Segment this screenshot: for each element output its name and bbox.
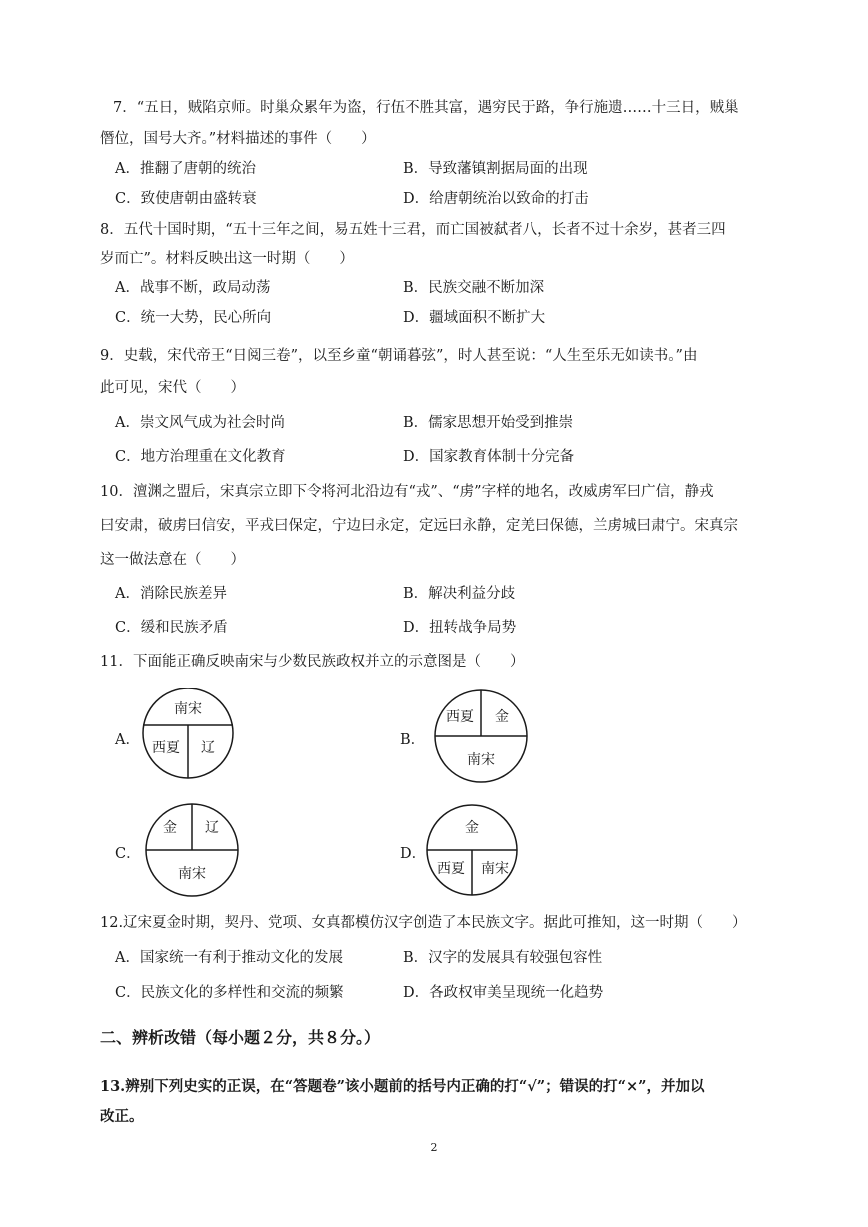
q13-stem-line1: 13.辨别下列史实的正误，在“答题卷”该小题前的括号内正确的打“√”；错误的打“×”，并加以 bbox=[100, 1078, 705, 1095]
diagram-c-left-label: 金 bbox=[163, 820, 177, 836]
q10-stem-line3: 这一做法意在（ ） bbox=[100, 552, 245, 568]
q11-option-b-label: B． bbox=[400, 732, 426, 748]
q11-diagram-c bbox=[142, 802, 244, 902]
diagram-d-top-label: 金 bbox=[465, 820, 479, 836]
q7-stem-line2: 僭位，国号大齐。”材料描述的事件（ ） bbox=[100, 131, 376, 147]
q8-option-d: D．疆域面积不断扩大 bbox=[403, 310, 546, 326]
q12-option-d: D．各政权审美呈现统一化趋势 bbox=[403, 985, 604, 1001]
q13-stem-line2: 改正。 bbox=[100, 1108, 144, 1125]
q10-option-c: C．缓和民族矛盾 bbox=[115, 620, 228, 636]
q10-option-d: D．扭转战争局势 bbox=[403, 620, 517, 636]
diagram-a-left-label: 西夏 bbox=[152, 740, 180, 756]
diagram-b-bottom-label: 南宋 bbox=[467, 752, 495, 768]
q9-option-c: C．地方治理重在文化教育 bbox=[115, 449, 286, 465]
q11-diagram-d bbox=[425, 804, 521, 900]
q10-stem-line1: 10．澶渊之盟后，宋真宗立即下令将河北沿边有“戎”、“虏”字样的地名，改威虏军曰广信，静戎 bbox=[100, 484, 714, 500]
q12-stem-line1: 12.辽宋夏金时期，契丹、党项、女真都模仿汉字创造了本民族文字。据此可推知，这一时期（ ） bbox=[100, 915, 747, 931]
q12-option-b: B．汉字的发展具有较强包容性 bbox=[403, 950, 603, 966]
q9-option-a: A．崇文风气成为社会时尚 bbox=[115, 415, 285, 431]
q7-option-d: D．给唐朝统治以致命的打击 bbox=[403, 191, 589, 207]
diagram-c-right-label: 辽 bbox=[205, 820, 219, 836]
q11-diagram-b bbox=[432, 688, 532, 788]
q11-option-a-label: A． bbox=[115, 732, 140, 748]
diagram-d-right-label: 南宋 bbox=[481, 861, 509, 877]
q10-stem-line2: 曰安肃，破虏曰信安，平戎曰保定，宁边曰永定，定远曰永静，定羌曰保德，兰虏城曰肃宁。宋真宗 bbox=[100, 518, 738, 534]
diagram-b-left-label: 西夏 bbox=[446, 709, 474, 725]
q8-stem-line1: 8．五代十国时期，“五十三年之间，易五姓十三君，而亡国被弑者八，长者不过十余岁，甚者三四 bbox=[100, 222, 726, 238]
q11-option-d-label: D． bbox=[400, 846, 427, 862]
page-number: 2 bbox=[430, 1141, 438, 1154]
diagram-d-left-label: 西夏 bbox=[437, 861, 465, 877]
q8-stem-line2: 岁而亡”。材料反映出这一时期（ ） bbox=[100, 251, 354, 267]
section-2-heading: 二、辨析改错（每小题２分，共８分。） bbox=[100, 1028, 381, 1047]
q10-option-a: A．消除民族差异 bbox=[115, 586, 227, 602]
q7-stem-line1: 7．“五日，贼陷京师。时巢众累年为盗，行伍不胜其富，遇穷民于路，争行施遗……十三日，贼巢 bbox=[113, 100, 739, 116]
diagram-c-bottom-label: 南宋 bbox=[178, 866, 206, 882]
q11-option-c-label: C． bbox=[115, 846, 141, 862]
diagram-a-top-label: 南宋 bbox=[174, 701, 202, 717]
q7-option-a: A．推翻了唐朝的统治 bbox=[115, 161, 256, 177]
q9-option-d: D．国家教育体制十分完备 bbox=[403, 449, 575, 465]
q12-option-c: C．民族文化的多样性和交流的频繁 bbox=[115, 985, 344, 1001]
q11-stem-line1: 11．下面能正确反映南宋与少数民族政权并立的示意图是（ ） bbox=[100, 654, 525, 670]
q8-option-c: C．统一大势，民心所向 bbox=[115, 310, 272, 326]
q10-option-b: B．解决利益分歧 bbox=[403, 586, 516, 602]
q8-option-a: A．战事不断，政局动荡 bbox=[115, 280, 271, 296]
q12-option-a: A．国家统一有利于推动文化的发展 bbox=[115, 950, 343, 966]
diagram-b-right-label: 金 bbox=[495, 709, 509, 725]
q7-option-c: C．致使唐朝由盛转衰 bbox=[115, 191, 257, 207]
q11-diagram-a bbox=[138, 688, 238, 788]
q9-stem-line1: 9．史载，宋代帝王“日阅三卷”，以至乡童“朝诵暮弦”，时人甚至说：“人生至乐无如读书。”由 bbox=[100, 348, 698, 364]
q8-option-b: B．民族交融不断加深 bbox=[403, 280, 545, 296]
q9-stem-line2: 此可见，宋代（ ） bbox=[100, 380, 245, 396]
diagram-a-right-label: 辽 bbox=[201, 740, 215, 756]
q9-option-b: B．儒家思想开始受到推崇 bbox=[403, 415, 574, 431]
q7-option-b: B．导致藩镇割据局面的出现 bbox=[403, 161, 588, 177]
